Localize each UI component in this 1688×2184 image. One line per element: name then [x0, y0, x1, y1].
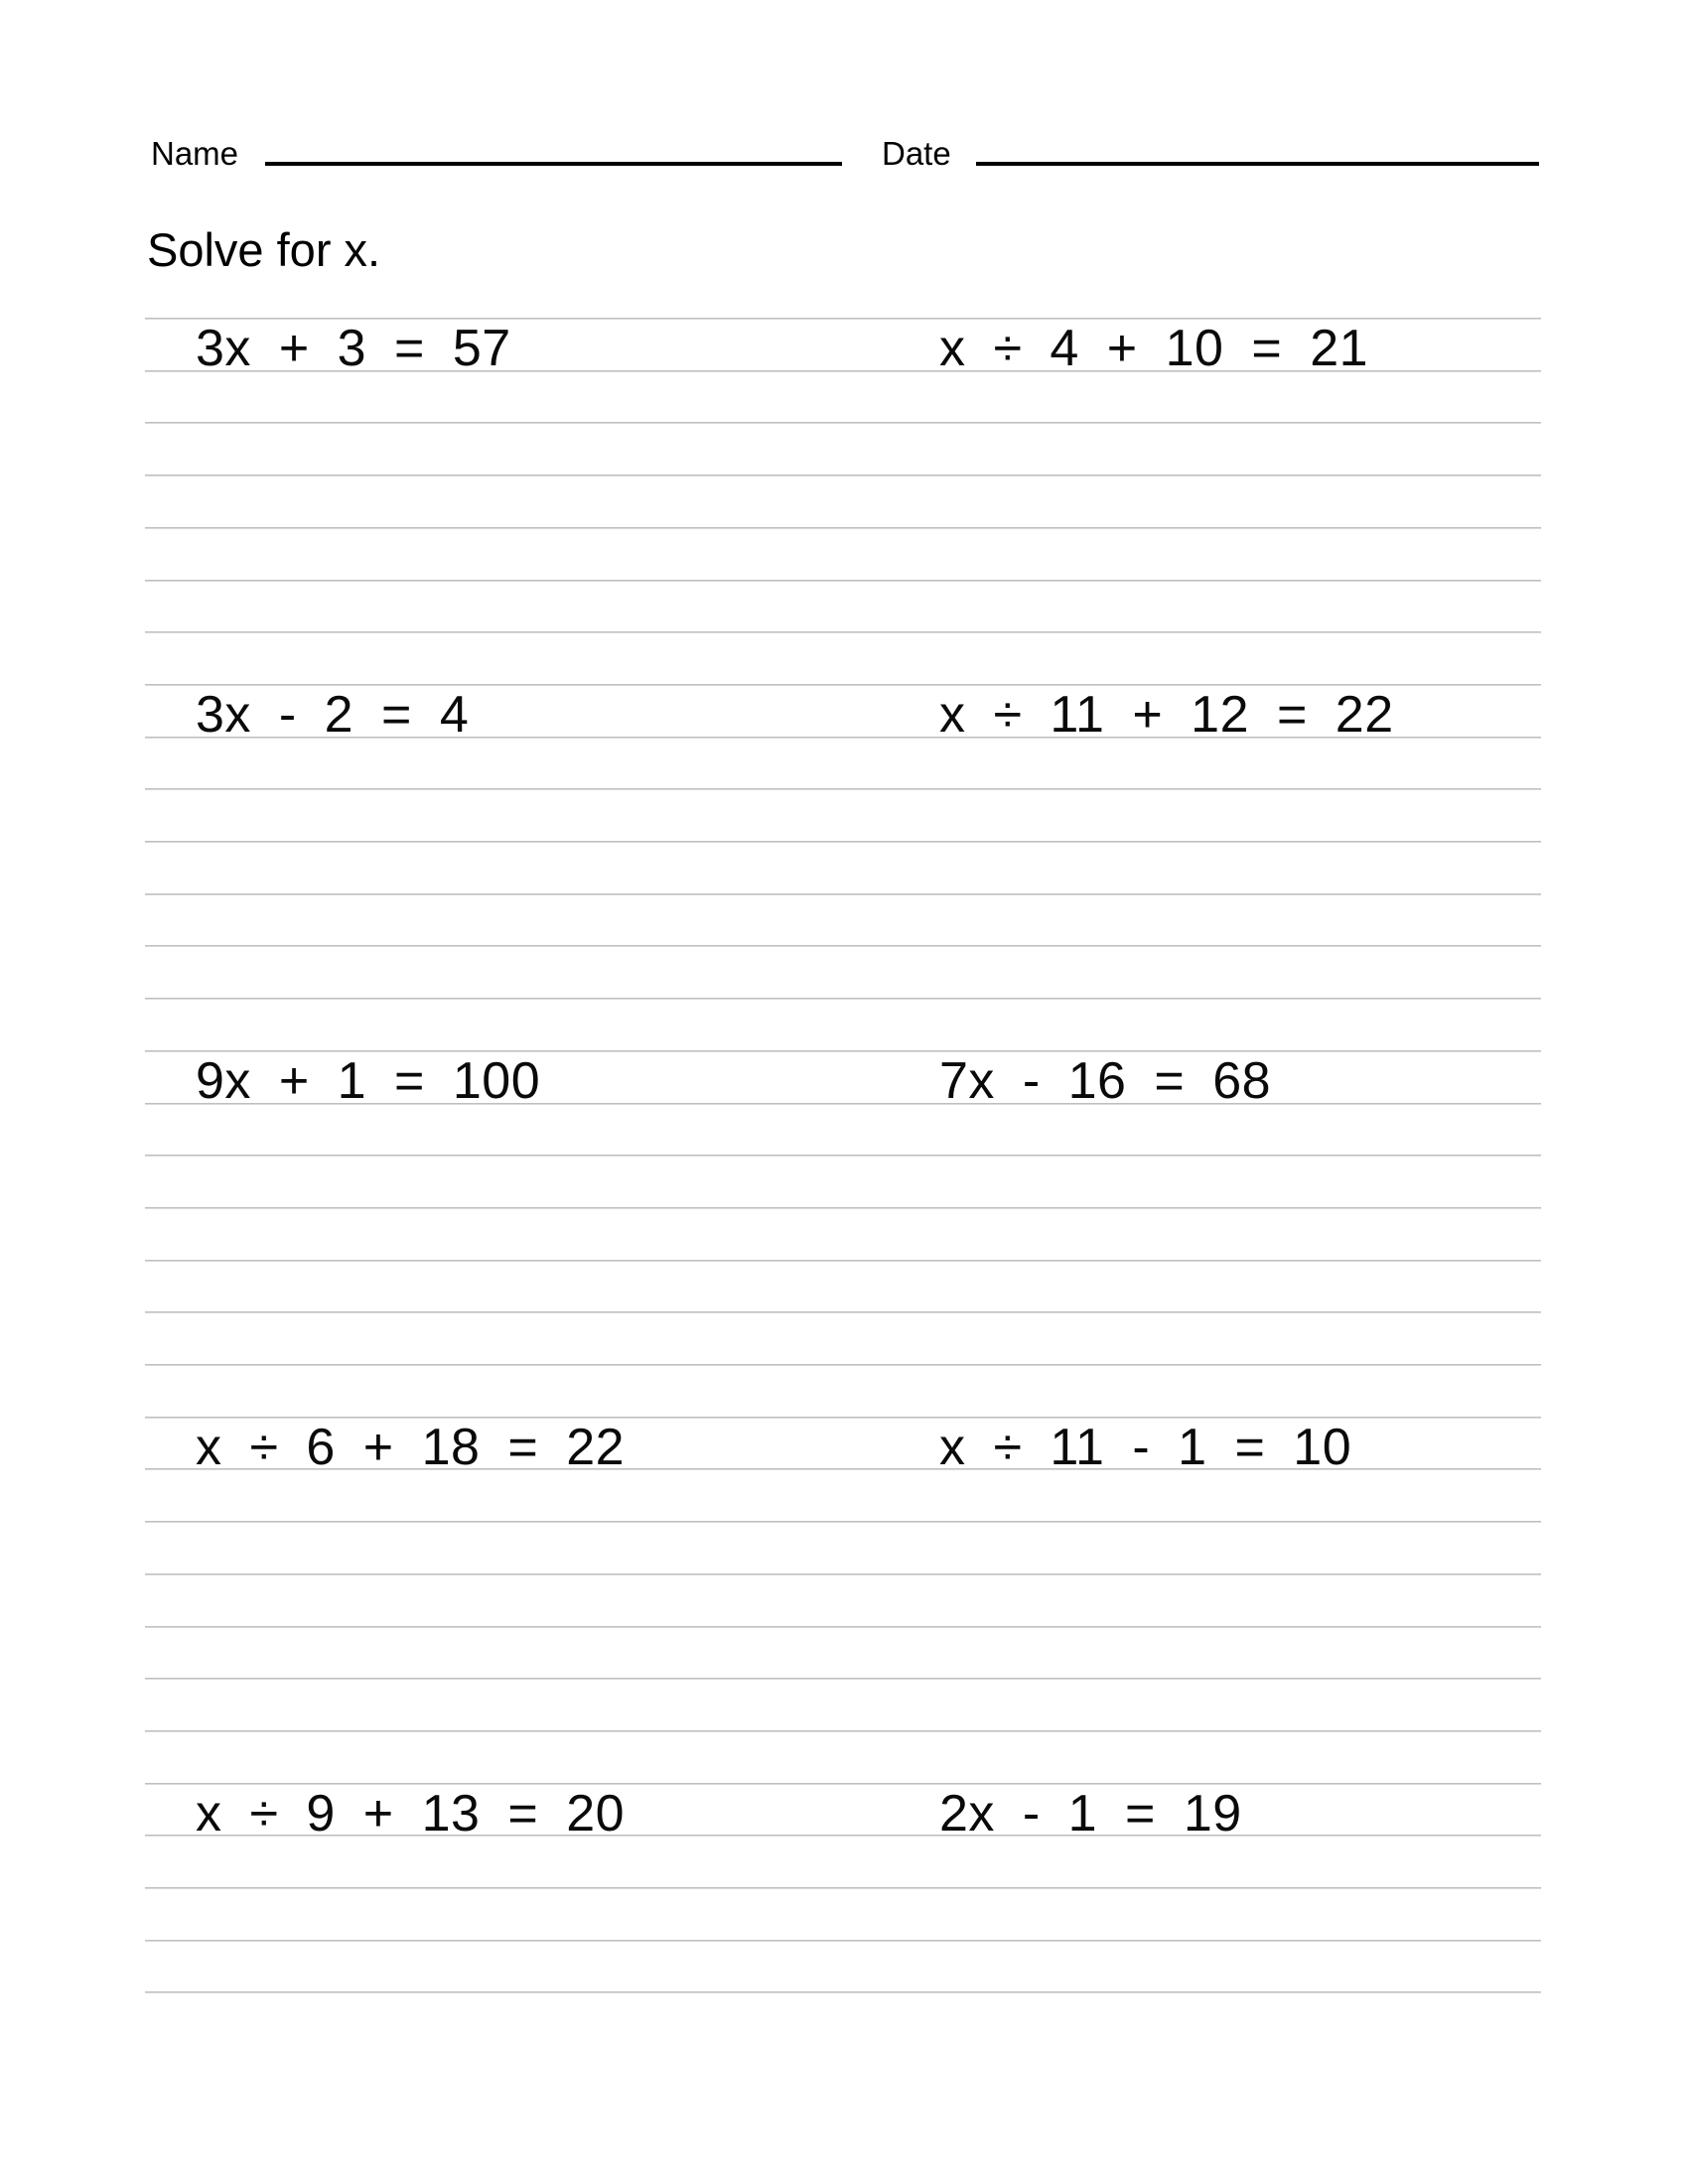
ruled-line [145, 841, 1541, 843]
ruled-line [145, 631, 1541, 633]
ruled-line [145, 945, 1541, 947]
equation: 7x - 16 = 68 [939, 1052, 1272, 1110]
name-blank-line [265, 162, 842, 166]
instruction-text: Solve for x. [147, 223, 381, 276]
date-blank-line [976, 162, 1539, 166]
ruled-line [145, 1991, 1541, 1993]
ruled-line [145, 1155, 1541, 1157]
equation: x ÷ 6 + 18 = 22 [196, 1419, 626, 1476]
ruled-line [145, 788, 1541, 790]
ruled-line [145, 1573, 1541, 1575]
equation: x ÷ 4 + 10 = 21 [939, 320, 1369, 377]
ruled-line [145, 527, 1541, 529]
ruled-line [145, 1260, 1541, 1262]
name-label: Name [151, 135, 239, 172]
ruled-line [145, 1311, 1541, 1313]
ruled-line [145, 422, 1541, 424]
ruled-line [145, 475, 1541, 477]
equation: 3x + 3 = 57 [196, 320, 511, 377]
ruled-line [145, 580, 1541, 582]
ruled-line [145, 1364, 1541, 1366]
ruled-line [145, 998, 1541, 1000]
equation: x ÷ 11 - 1 = 10 [939, 1419, 1352, 1476]
ruled-line [145, 1887, 1541, 1889]
ruled-line [145, 1626, 1541, 1628]
ruled-line [145, 1521, 1541, 1523]
equation: 2x - 1 = 19 [939, 1785, 1242, 1843]
ruled-line [145, 1207, 1541, 1209]
ruled-line [145, 893, 1541, 895]
equation: x ÷ 9 + 13 = 20 [196, 1785, 626, 1843]
ruled-line [145, 1678, 1541, 1680]
ruled-line [145, 1940, 1541, 1942]
equation: x ÷ 11 + 12 = 22 [939, 686, 1394, 744]
equation: 3x - 2 = 4 [196, 686, 470, 744]
ruled-line [145, 1730, 1541, 1732]
equation: 9x + 1 = 100 [196, 1052, 541, 1110]
date-label: Date [882, 135, 951, 172]
